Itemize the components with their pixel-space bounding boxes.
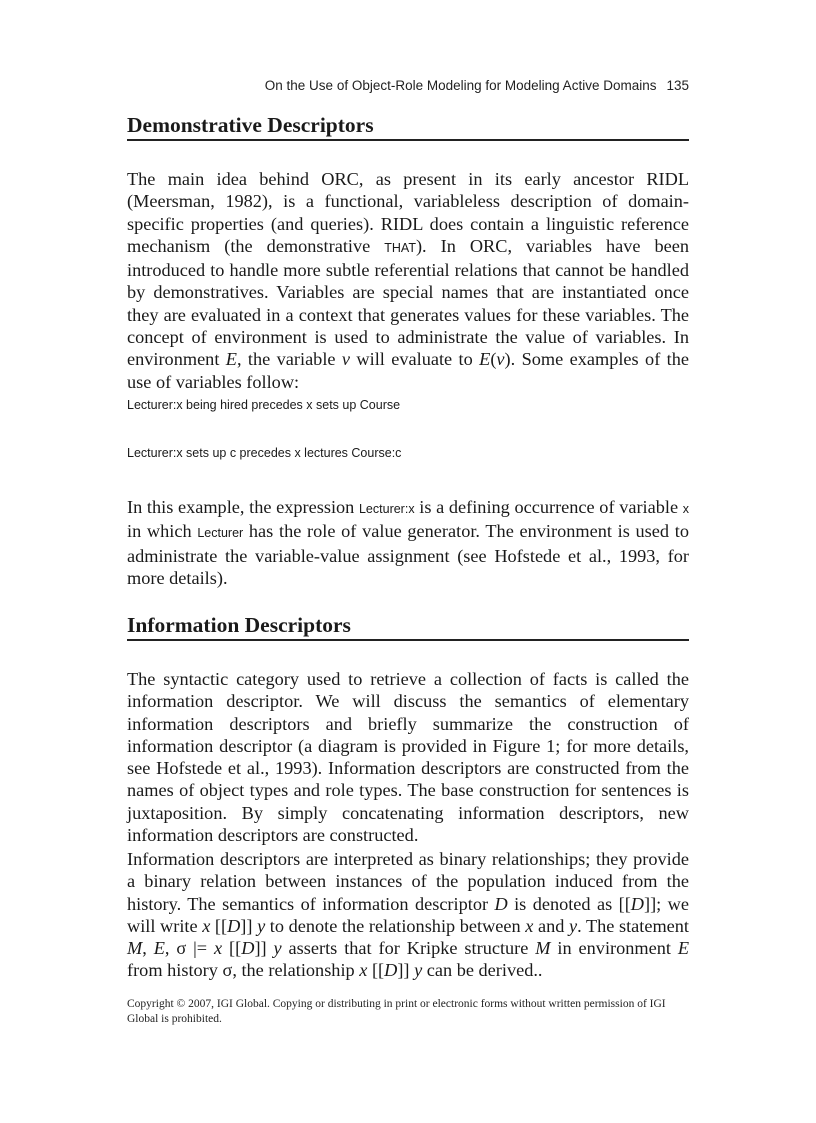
example-line: Lecturer:x being hired precedes x sets up Course — [127, 398, 401, 412]
text-run: [[ — [222, 938, 242, 959]
math-symbol: y — [414, 960, 423, 981]
paragraph — [127, 668, 689, 846]
math-symbol: D — [227, 915, 241, 936]
text-run: in which — [127, 521, 198, 542]
section-heading-information: Information Descriptors — [127, 613, 689, 641]
math-symbol: y — [257, 915, 266, 936]
text-run: is a defining occurrence of variable — [414, 497, 683, 517]
text-run: ]] — [254, 938, 274, 959]
text-run: asserts that for Kripke structure — [281, 938, 536, 959]
text-run: to denote the relationship between — [265, 915, 526, 936]
text-run: The syntactic category used to retrieve a collection of facts is called the information descriptor. We will discuss the semantics of elementary information descriptors and briefly summarize the construction of information descriptor (a diagram is provided in Figure 1; for more details, see Hofstede et al., 1993). Information descriptors are constructed from the names of object types and role types. The base construction for sentences is juxtaposition. By simply concatenating information descriptors, new information descriptors are constructed. — [127, 669, 689, 846]
code-term: THAT — [384, 240, 416, 255]
math-symbol: x — [359, 960, 368, 981]
math-symbol: y — [273, 938, 282, 959]
math-symbol: M — [535, 938, 551, 959]
text-run: Information descriptors are interpreted as binary relationships; they provide a binary relation between instances of the population induced from the history. The semantics of information descriptor — [127, 849, 689, 914]
text-run: ). Some examples of the use of variables follow: — [127, 349, 689, 392]
math-symbol: E — [677, 938, 690, 959]
paragraph — [127, 168, 689, 393]
text-run: In this example, the expression — [127, 497, 359, 517]
math-symbol: E — [153, 938, 165, 959]
text-run: will evaluate to — [350, 349, 480, 370]
math-symbol: E — [479, 349, 491, 370]
text-run: , — [142, 938, 154, 959]
math-symbol: D — [630, 893, 644, 914]
text-run: ]] — [240, 915, 258, 936]
math-symbol: v — [496, 349, 505, 370]
math-symbol: D — [494, 893, 508, 914]
math-symbol: M — [127, 938, 143, 959]
example-line: Lecturer:x sets up c precedes x lectures Course:c — [127, 446, 402, 460]
text-run: , σ |= — [164, 938, 215, 959]
math-symbol: E — [225, 349, 237, 370]
text-run: . The statement — [577, 915, 690, 936]
math-symbol: D — [384, 960, 398, 981]
text-run: in environment — [550, 938, 678, 959]
math-symbol: x — [525, 915, 534, 936]
running-header-title: On the Use of Object-Role Modeling for Modeling Active Domains — [264, 78, 657, 93]
math-symbol: v — [341, 349, 351, 370]
section-heading-demonstrative: Demonstrative Descriptors — [127, 113, 689, 141]
paragraph — [127, 496, 689, 589]
text-run: has the role of value generator. The environment is used to administrate the variable-value assignment (see Hofstede et al., 1993, for more details). — [127, 521, 689, 588]
code-term: x — [682, 502, 689, 516]
text-run: can be derived.. — [422, 960, 543, 981]
text-run: , the variable — [236, 349, 342, 370]
math-symbol: x — [202, 915, 211, 936]
text-run: and — [533, 915, 569, 936]
text-run: ( — [490, 349, 497, 370]
math-symbol: y — [568, 915, 578, 936]
text-run: ). In ORC, variables have been introduced to handle more subtle referential relations that cannot be handled by demonstratives. Variables are special names that are instantiated once they are evaluated in a context that generates values for these variables. The concept of environment is used to administrate the value of variables. In environment — [127, 235, 690, 370]
code-term: Lecturer:x — [358, 502, 415, 516]
text-run: [[ — [367, 960, 385, 981]
math-symbol: D — [241, 938, 255, 959]
text-run: from history σ, the relationship — [127, 960, 360, 981]
text-run: ]] — [397, 960, 415, 981]
math-symbol: x — [214, 938, 223, 959]
text-run: The main idea behind ORC, as present in its early ancestor RIDL (Meersman, 1982), is a functional, variableless description of domain-specific properties (and queries). RIDL does contain a linguistic reference mechanism (the demonstrative — [127, 169, 689, 256]
copyright-notice: Copyright © 2007, IGI Global. Copying or distributing in print or electronic forms without written permission of IGI Global is prohibited. — [127, 998, 666, 1025]
page-number: 135 — [666, 78, 689, 93]
text-run: ]]; we will write — [127, 893, 689, 936]
text-run: [[ — [210, 915, 228, 936]
code-term: Lecturer — [197, 526, 244, 541]
text-run: is denoted as [[ — [507, 893, 631, 914]
paragraph — [127, 848, 689, 982]
running-header — [265, 78, 689, 93]
